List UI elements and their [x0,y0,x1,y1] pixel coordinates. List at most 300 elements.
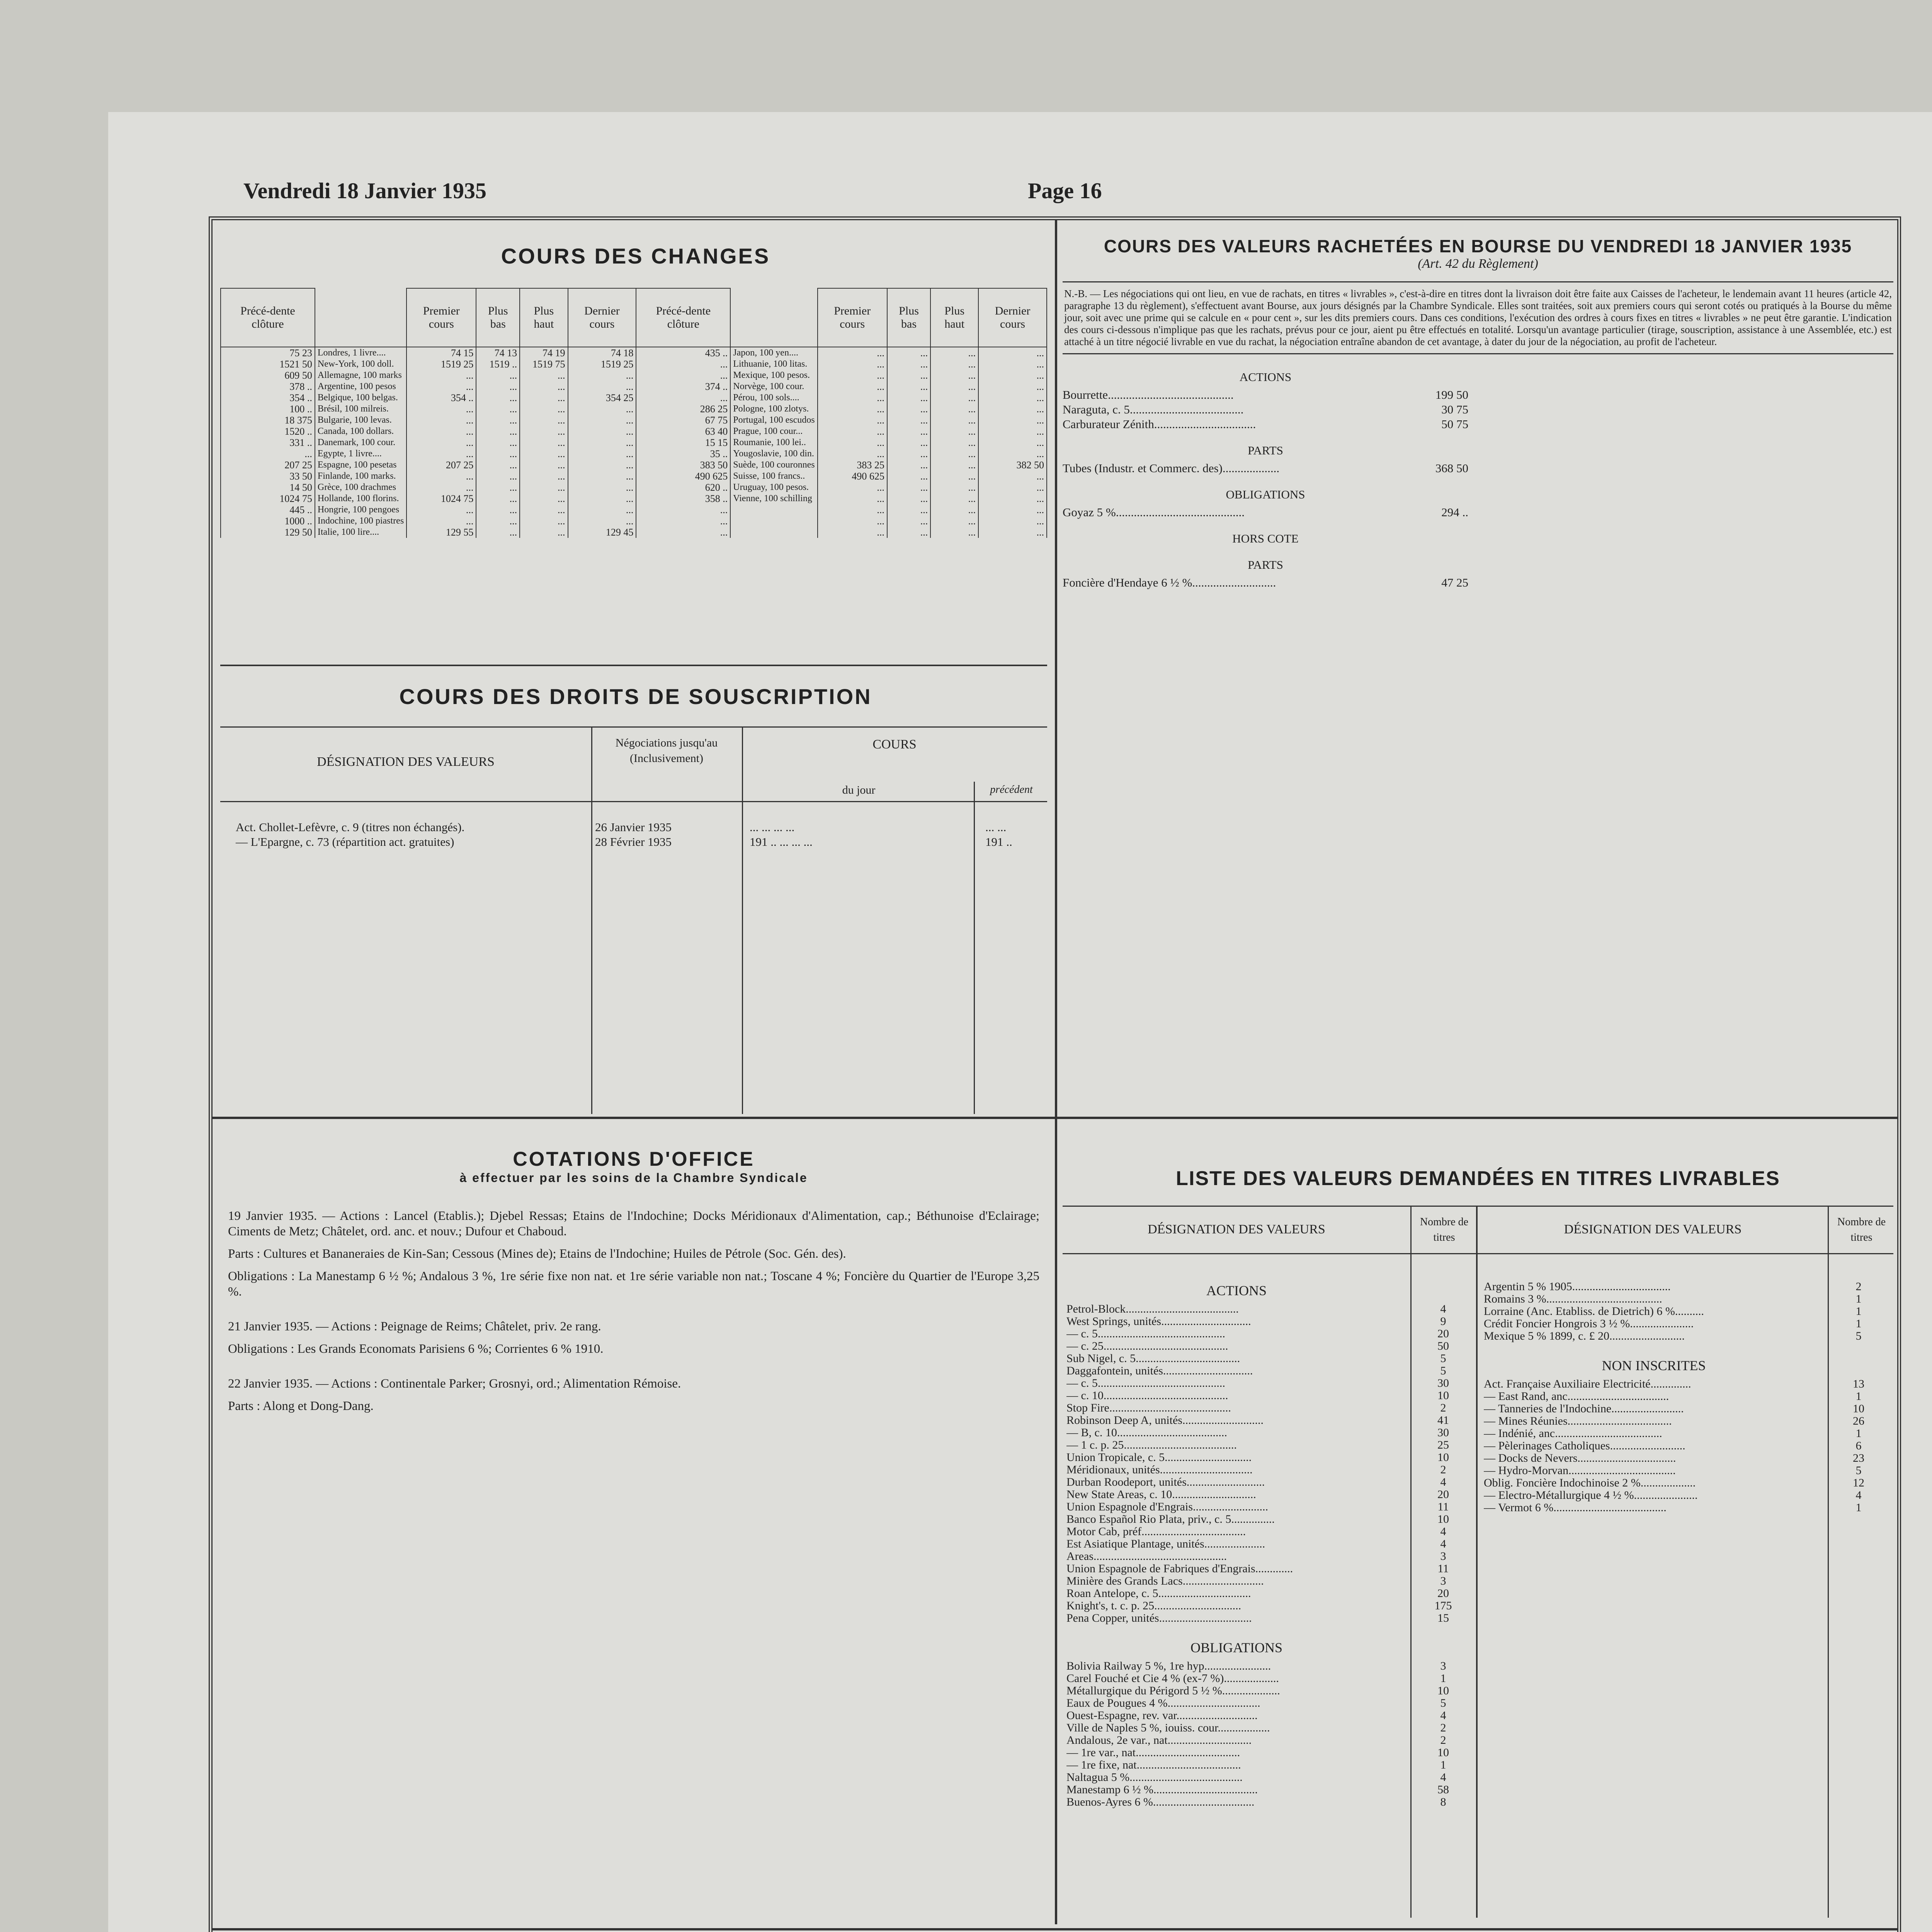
changes-cell: 490 625 [636,471,730,482]
liv-h-nombre-2: Nombre de titres [1837,1216,1886,1243]
changes-cell: Vienne, 100 schilling [730,493,817,504]
changes-cell: 75 23 [221,347,315,359]
list-item [1063,1734,1476,1746]
changes-cell: ... [568,426,636,437]
changes-cell: 129 55 [406,527,476,538]
changes-cell: ... [978,392,1047,403]
list-item [1063,1796,1476,1808]
liv-h-designation: DÉSIGNATION DES VALEURS [1148,1222,1325,1236]
list-item [1063,1721,1476,1734]
sousc-jour: ... ... ... ... [750,820,795,834]
changes-cell: Bulgarie, 100 levas. [315,415,406,426]
rachetees-name: Tubes (Industr. et Commerc. des)................... [1063,461,1280,475]
changes-cell: ... [887,493,930,504]
list-item-value: 25 [1437,1439,1449,1451]
changes-cell: ... [930,381,978,392]
rachetees-row [1063,461,1468,476]
changes-cell [730,504,817,515]
list-item-name: Petrol-Block....................................... [1066,1303,1239,1315]
changes-cell: ... [887,504,930,515]
changes-cell: ... [406,415,476,426]
changes-h-first-2: Premier cours [818,288,887,347]
changes-cell: Hollande, 100 florins. [315,493,406,504]
list-item [1063,1364,1476,1377]
changes-cell: ... [476,392,520,403]
changes-cell: Indochine, 100 piastres [315,515,406,527]
list-item-value: 1 [1855,1501,1862,1514]
sousc-jour: 191 .. ... ... ... [750,835,813,849]
list-item [1063,1426,1476,1439]
list-item [1480,1489,1893,1501]
list-item-value: 1 [1855,1317,1862,1330]
changes-cell: ... [818,403,887,415]
list-item-value: 26 [1853,1415,1864,1427]
changes-cell: ... [476,381,520,392]
changes-cell: ... [930,482,978,493]
list-item-name: Buenos-Ayres 6 %................................... [1066,1796,1255,1808]
list-item-value: 20 [1437,1327,1449,1340]
sousc-hrule [220,801,1047,802]
list-item-name: Métallurgique du Périgord 5 ½ %.................... [1066,1684,1280,1697]
list-item-name: Banco Español Rio Plata, priv., c. 5............... [1066,1513,1275,1526]
list-item-value: 5 [1440,1364,1446,1377]
changes-row [221,437,1047,448]
changes-cell: ... [978,471,1047,482]
changes-row [221,515,1047,527]
liv-col2 [1476,1207,1478,1918]
changes-cell: ... [520,448,568,459]
changes-cell: 74 13 [476,347,520,359]
changes-cell: ... [476,459,520,471]
changes-cell: ... [978,403,1047,415]
list-item [1480,1402,1893,1415]
changes-cell: Lithuanie, 100 litas. [730,359,817,370]
changes-cell: ... [520,403,568,415]
list-item-name: Act. Française Auxiliaire Electricité.............. [1484,1378,1691,1390]
changes-row [221,504,1047,515]
sousc-date: 28 Février 1935 [595,835,672,849]
changes-cell: ... [636,504,730,515]
list-item [1480,1452,1893,1464]
rachetees-row [1063,417,1468,432]
changes-cell: 445 .. [221,504,315,515]
list-item-name: Pena Copper, unités................................ [1066,1612,1252,1624]
changes-cell: ... [568,403,636,415]
list-item [1063,1587,1476,1599]
list-item [1480,1305,1893,1317]
cotations-paragraph: Obligations : Les Grands Economats Parisiens 6 %; Corrientes 6 % 1910. [228,1342,604,1356]
list-item [1480,1439,1893,1452]
list-item-value: 10 [1853,1402,1864,1415]
list-item-name: Areas.............................................. [1066,1550,1227,1563]
list-item-name: Carel Fouché et Cie 4 % (ex-7 %)................... [1066,1672,1279,1685]
changes-cell: ... [476,527,520,538]
rachetees-group-heading: ACTIONS [1239,370,1292,384]
changes-cell: ... [568,515,636,527]
changes-cell: ... [636,370,730,381]
liv-non-inscrites-heading: NON INSCRITES [1602,1358,1706,1373]
changes-cell: ... [406,471,476,482]
section-cotations [220,1140,1047,1920]
liv-h-nombre: Nombre de titres [1420,1216,1469,1243]
changes-cell: ... [520,437,568,448]
changes-cell: 354 .. [221,392,315,403]
list-item [1063,1463,1476,1476]
list-item [1063,1414,1476,1426]
changes-cell: ... [568,493,636,504]
changes-cell: 63 40 [636,426,730,437]
list-item-value: 2 [1440,1734,1446,1747]
changes-cell: ... [636,527,730,538]
changes-cell: ... [887,403,930,415]
list-item-name: Ouest-Espagne, rev. var............................ [1066,1709,1258,1722]
cotations-subtitle: à effectuer par les soins de la Chambre Syndicale [459,1171,808,1185]
list-item [1063,1488,1476,1500]
changes-cell: ... [978,359,1047,370]
section-rachetees [1063,228,1893,1113]
changes-cell: 374 .. [636,381,730,392]
list-item-name: Bolivia Railway 5 %, 1re hyp....................... [1066,1660,1271,1672]
changes-cell: ... [930,359,978,370]
changes-cell: ... [818,493,887,504]
rachetees-group-heading: OBLIGATIONS [1226,488,1305,501]
changes-cell: 1000 .. [221,515,315,527]
list-item-value: 13 [1853,1378,1864,1390]
changes-cell: Pologne, 100 zlotys. [730,403,817,415]
list-item-value: 1 [1855,1305,1862,1318]
changes-cell: New-York, 100 doll. [315,359,406,370]
changes-cell: ... [930,426,978,437]
changes-cell: 207 25 [406,459,476,471]
liv-oblig-heading: OBLIGATIONS [1190,1640,1282,1655]
rachetees-value: 294 .. [1441,505,1468,519]
changes-cell: ... [406,370,476,381]
changes-cell: Finlande, 100 marks. [315,471,406,482]
changes-cell: ... [476,448,520,459]
list-item [1063,1352,1476,1364]
list-item-name: Eaux de Pougues 4 %................................ [1066,1697,1260,1709]
list-item-value: 1 [1855,1390,1862,1403]
changes-cell: ... [930,403,978,415]
rachetees-note: N.-B. — Les négociations qui ont lieu, en vue de rachats, en titres « livrables », c'est-à-dire en titres dont la livraison doit être faite aux Caisses de l'acheteur, le lendemain avant 11 heures (article 42, paragraphe 13 du règlement), s'effectuent avant Bourse, aux jours désignés par la Chambre Syndicale. Elles sont traitées, soit aux premiers cours qui seront cotés ou pratiqués à la Bourse du même jour, soit avec une prime qui se calcule en « pour cent », sur les dits premiers cours. Dans ces conditions, l'exécution des ordres à cours fixes en titres « livrables » ne peut être garantie. L'indication des cours ci-dessous n'implique pas que les rachats, prévus pour ce jour, aient pu être effectués en totalité. Lorsqu'un avantage particulier (tirage, souscription, assistance à une Assemblée, etc.) est attaché à un titre négocié livrable en vue du rachat, la négociation entraîne abandon de cet avantage, à dater du jour de la négociation, au profit de l'acheteur. [1064,288,1892,347]
list-item [1063,1599,1476,1612]
rachetees-value: 47 25 [1441,576,1468,589]
liv-right-list [1480,1280,1893,1514]
list-item-value: 41 [1437,1414,1449,1427]
divider-h2 [213,1928,1897,1930]
changes-cell: ... [930,415,978,426]
list-item-value: 1 [1440,1759,1446,1771]
list-item [1063,1660,1476,1672]
liv-left-list [1063,1272,1476,1808]
list-item-value: 8 [1440,1796,1446,1808]
changes-cell: ... [930,459,978,471]
cotations-body [220,1208,1047,1414]
changes-cell: 67 75 [636,415,730,426]
changes-cell: ... [568,381,636,392]
cotations-paragraph: 22 Janvier 1935. — Actions : Continentale Parker; Grosnyi, ord.; Alimentation Rémoise. [228,1377,681,1391]
changes-cell: 435 .. [636,347,730,359]
list-item-name: — Vermot 6 %....................................... [1484,1501,1667,1514]
list-item-name: Crédit Foncier Hongrois 3 ½ %...................... [1484,1317,1694,1330]
changes-cell: ... [476,415,520,426]
changes-cell: ... [476,482,520,493]
list-item-value: 6 [1855,1439,1862,1452]
changes-h-prev: Précé-dente clôture [221,288,315,347]
changes-h-last: Dernier cours [568,288,636,347]
changes-cell: 74 18 [568,347,636,359]
changes-cell: ... [818,370,887,381]
list-item-value: 2 [1855,1280,1862,1293]
changes-cell: ... [930,370,978,381]
rachetees-name: Goyaz 5 %........................................... [1063,505,1245,519]
liv-h-designation-2: DÉSIGNATION DES VALEURS [1564,1222,1742,1236]
list-item-name: — c. 25........................................... [1066,1340,1228,1352]
changes-title: COURS DES CHANGES [501,244,770,268]
changes-cell: ... [520,504,568,515]
changes-cell: ... [476,403,520,415]
list-item-name: — East Rand, anc................................... [1484,1390,1669,1403]
list-item [1063,1537,1476,1550]
changes-cell: Hongrie, 100 pengoes [315,504,406,515]
list-item-value: 58 [1437,1783,1449,1796]
changes-cell: ... [978,415,1047,426]
list-item-value: 1 [1855,1427,1862,1440]
rachetees-value: 30 75 [1441,403,1468,416]
changes-cell: Italie, 100 lire.... [315,527,406,538]
changes-cell: ... [818,437,887,448]
changes-cell: ... [406,482,476,493]
changes-cell: ... [520,471,568,482]
list-item-name: Sub Nigel, c. 5.................................... [1066,1352,1240,1365]
changes-cell: 33 50 [221,471,315,482]
list-item [1063,1513,1476,1525]
list-item-value: 3 [1440,1550,1446,1563]
list-item-value: 2 [1440,1401,1446,1414]
changes-cell: Brésil, 100 milreis. [315,403,406,415]
changes-cell: ... [930,493,978,504]
changes-cell: ... [818,426,887,437]
sousc-h-cours: COURS [872,737,917,752]
list-item-value: 10 [1437,1389,1449,1402]
sousc-col2 [742,728,743,1114]
list-item-name: West Springs, unités............................... [1066,1315,1251,1328]
changes-cell: 74 15 [406,347,476,359]
changes-cell: ... [887,459,930,471]
changes-cell: 331 .. [221,437,315,448]
list-item-name: Motor Cab, préf.................................... [1066,1525,1246,1538]
changes-row [221,493,1047,504]
changes-cell: ... [568,437,636,448]
list-item-value: 20 [1437,1587,1449,1600]
changes-cell: ... [978,347,1047,359]
changes-cell: ... [887,426,930,437]
changes-cell: ... [818,482,887,493]
changes-cell: 286 25 [636,403,730,415]
list-item-value: 15 [1437,1612,1449,1624]
cotations-paragraph: 21 Janvier 1935. — Actions : Peignage de Reims; Châtelet, priv. 2e rang. [228,1320,601,1333]
list-item [1063,1303,1476,1315]
changes-cell: 1519 25 [406,359,476,370]
list-item-value: 30 [1437,1377,1449,1389]
changes-cell: 1519 75 [520,359,568,370]
changes-cell: ... [978,504,1047,515]
changes-cell: Danemark, 100 cour. [315,437,406,448]
list-item-value: 5 [1440,1697,1446,1709]
list-item-value: 10 [1437,1746,1449,1759]
list-item [1063,1672,1476,1684]
list-item-name: Union Espagnole de Fabriques d'Engrais............. [1066,1562,1293,1575]
list-item-name: Union Espagnole d'Engrais.......................... [1066,1500,1269,1513]
cotations-paragraph: Obligations : La Manestamp 6 ½ %; Andalous 3 %, 1re série fixe non nat. et 1re série variable non nat.; Toscane 4 %; Foncière du Quartier de l'Europe 3,25 %. [228,1269,1039,1299]
changes-cell: ... [520,482,568,493]
changes-cell: ... [887,515,930,527]
list-item [1480,1317,1893,1330]
changes-cell: ... [930,527,978,538]
header-date: Vendredi 18 Janvier 1935 [243,178,486,203]
list-item-name: Naltagua 5 %....................................... [1066,1771,1243,1784]
changes-cell: ... [406,437,476,448]
changes-cell: ... [887,482,930,493]
changes-cell: ... [568,415,636,426]
list-item [1480,1390,1893,1402]
changes-cell: ... [520,392,568,403]
changes-cell: ... [978,426,1047,437]
changes-cell: Allemagne, 100 marks [315,370,406,381]
list-item-value: 4 [1440,1525,1446,1538]
changes-cell: ... [978,381,1047,392]
list-item [1063,1389,1476,1401]
changes-cell: ... [406,403,476,415]
list-item [1063,1550,1476,1562]
changes-cell: ... [978,527,1047,538]
changes-cell: ... [476,437,520,448]
changes-row [221,370,1047,381]
changes-cell: ... [887,359,930,370]
changes-cell: ... [978,493,1047,504]
changes-cell: ... [818,392,887,403]
changes-row [221,392,1047,403]
list-item [1063,1575,1476,1587]
list-item [1063,1451,1476,1463]
section-souscription [220,665,1051,1113]
liv-actions-heading: ACTIONS [1206,1283,1267,1298]
list-item-value: 5 [1440,1352,1446,1365]
list-item-name: Manestamp 6 ½ %.................................... [1066,1783,1258,1796]
changes-cell: ... [818,359,887,370]
changes-cell: ... [930,504,978,515]
changes-cell: ... [887,370,930,381]
changes-cell: ... [520,415,568,426]
list-item-name: Stop Fire.......................................... [1066,1401,1231,1414]
list-item-value: 175 [1434,1599,1452,1612]
list-item-value: 2 [1440,1463,1446,1476]
souscription-title: COURS DES DROITS DE SOUSCRIPTION [399,684,872,709]
sousc-date: 26 Janvier 1935 [595,820,672,834]
rachetees-value: 199 50 [1435,388,1468,401]
changes-row [221,448,1047,459]
changes-cell: 1024 75 [221,493,315,504]
list-item-name: — Hydro-Morvan..................................... [1484,1464,1676,1477]
changes-row [221,471,1047,482]
list-item [1063,1439,1476,1451]
cotations-paragraph: Parts : Cultures et Bananeraies de Kin-San; Cessous (Mines de); Etains de l'Indochine; Huiles de Pétrole (Soc. Gén. des). [228,1247,846,1261]
section-changes [220,228,1051,653]
list-item-value: 23 [1853,1452,1864,1464]
changes-cell: 129 45 [568,527,636,538]
changes-row [221,403,1047,415]
list-item-value: 5 [1855,1330,1862,1342]
changes-cell: 609 50 [221,370,315,381]
changes-cell: Canada, 100 dollars. [315,426,406,437]
changes-cell: ... [406,515,476,527]
changes-cell: ... [887,448,930,459]
changes-cell: ... [930,515,978,527]
list-item-name: — Electro-Métallurgique 4 ½ %...................... [1484,1489,1698,1502]
changes-cell: ... [520,493,568,504]
list-item-name: — 1re var., nat.................................... [1066,1746,1240,1759]
changes-cell: ... [520,426,568,437]
list-item-value: 5 [1855,1464,1862,1477]
changes-cell: 354 25 [568,392,636,403]
changes-cell: ... [978,437,1047,448]
changes-cell: Portugal, 100 escudos [730,415,817,426]
list-item [1063,1612,1476,1624]
changes-cell: ... [978,515,1047,527]
changes-cell: ... [887,392,930,403]
list-item-name: Daggafontein, unités............................... [1066,1364,1253,1377]
list-item-name: — c. 10........................................... [1066,1389,1228,1402]
changes-cell: ... [406,504,476,515]
list-item [1063,1759,1476,1771]
list-item [1063,1315,1476,1327]
list-item-name: Union Tropicale, c. 5.............................. [1066,1451,1252,1464]
sousc-designation: Act. Chollet-Lefèvre, c. 9 (titres non échangés). [236,820,465,834]
livrables-table [1063,1206,1893,1918]
list-item-name: Romains 3 %........................................ [1484,1293,1662,1305]
list-item-value: 3 [1440,1575,1446,1587]
list-item-value: 10 [1437,1451,1449,1464]
changes-cell: ... [818,415,887,426]
changes-cell: Roumanie, 100 lei.. [730,437,817,448]
changes-cell: ... [476,515,520,527]
rachetees-row [1063,402,1468,417]
list-item-value: 4 [1440,1303,1446,1315]
changes-cell: 1519 25 [568,359,636,370]
changes-cell [730,515,817,527]
changes-cell: ... [887,471,930,482]
changes-cell: ... [476,471,520,482]
list-item [1063,1500,1476,1513]
header-page-number: Page 16 [1028,178,1102,203]
divider-top [1055,220,1057,1124]
list-item [1063,1697,1476,1709]
changes-cell: ... [476,370,520,381]
rachetees-group-heading: PARTS [1248,558,1283,571]
cotations-paragraph: 19 Janvier 1935. — Actions : Lancel (Etablis.); Djebel Ressas; Etains de l'Indochine; Docks Méridionaux d'Alimentation, cap.; Béthunoise d'Eclairage; Ciments de Metz; Châtelet, ord. anc. et nouv.; Dufour et Chaboud. [228,1209,1039,1238]
list-item [1480,1476,1893,1489]
changes-cell: Belgique, 100 belgas. [315,392,406,403]
rachetees-row [1063,388,1468,402]
changes-h-last-2: Dernier cours [978,288,1047,347]
list-item-value: 1 [1855,1293,1862,1305]
list-item-name: — 1 c. p. 25....................................... [1066,1439,1237,1451]
changes-cell: ... [818,515,887,527]
list-item-name: — c. 5............................................ [1066,1377,1225,1389]
list-item-name: — Docks de Nevers.................................. [1484,1452,1676,1464]
list-item-value: 4 [1440,1709,1446,1722]
changes-cell: ... [887,527,930,538]
